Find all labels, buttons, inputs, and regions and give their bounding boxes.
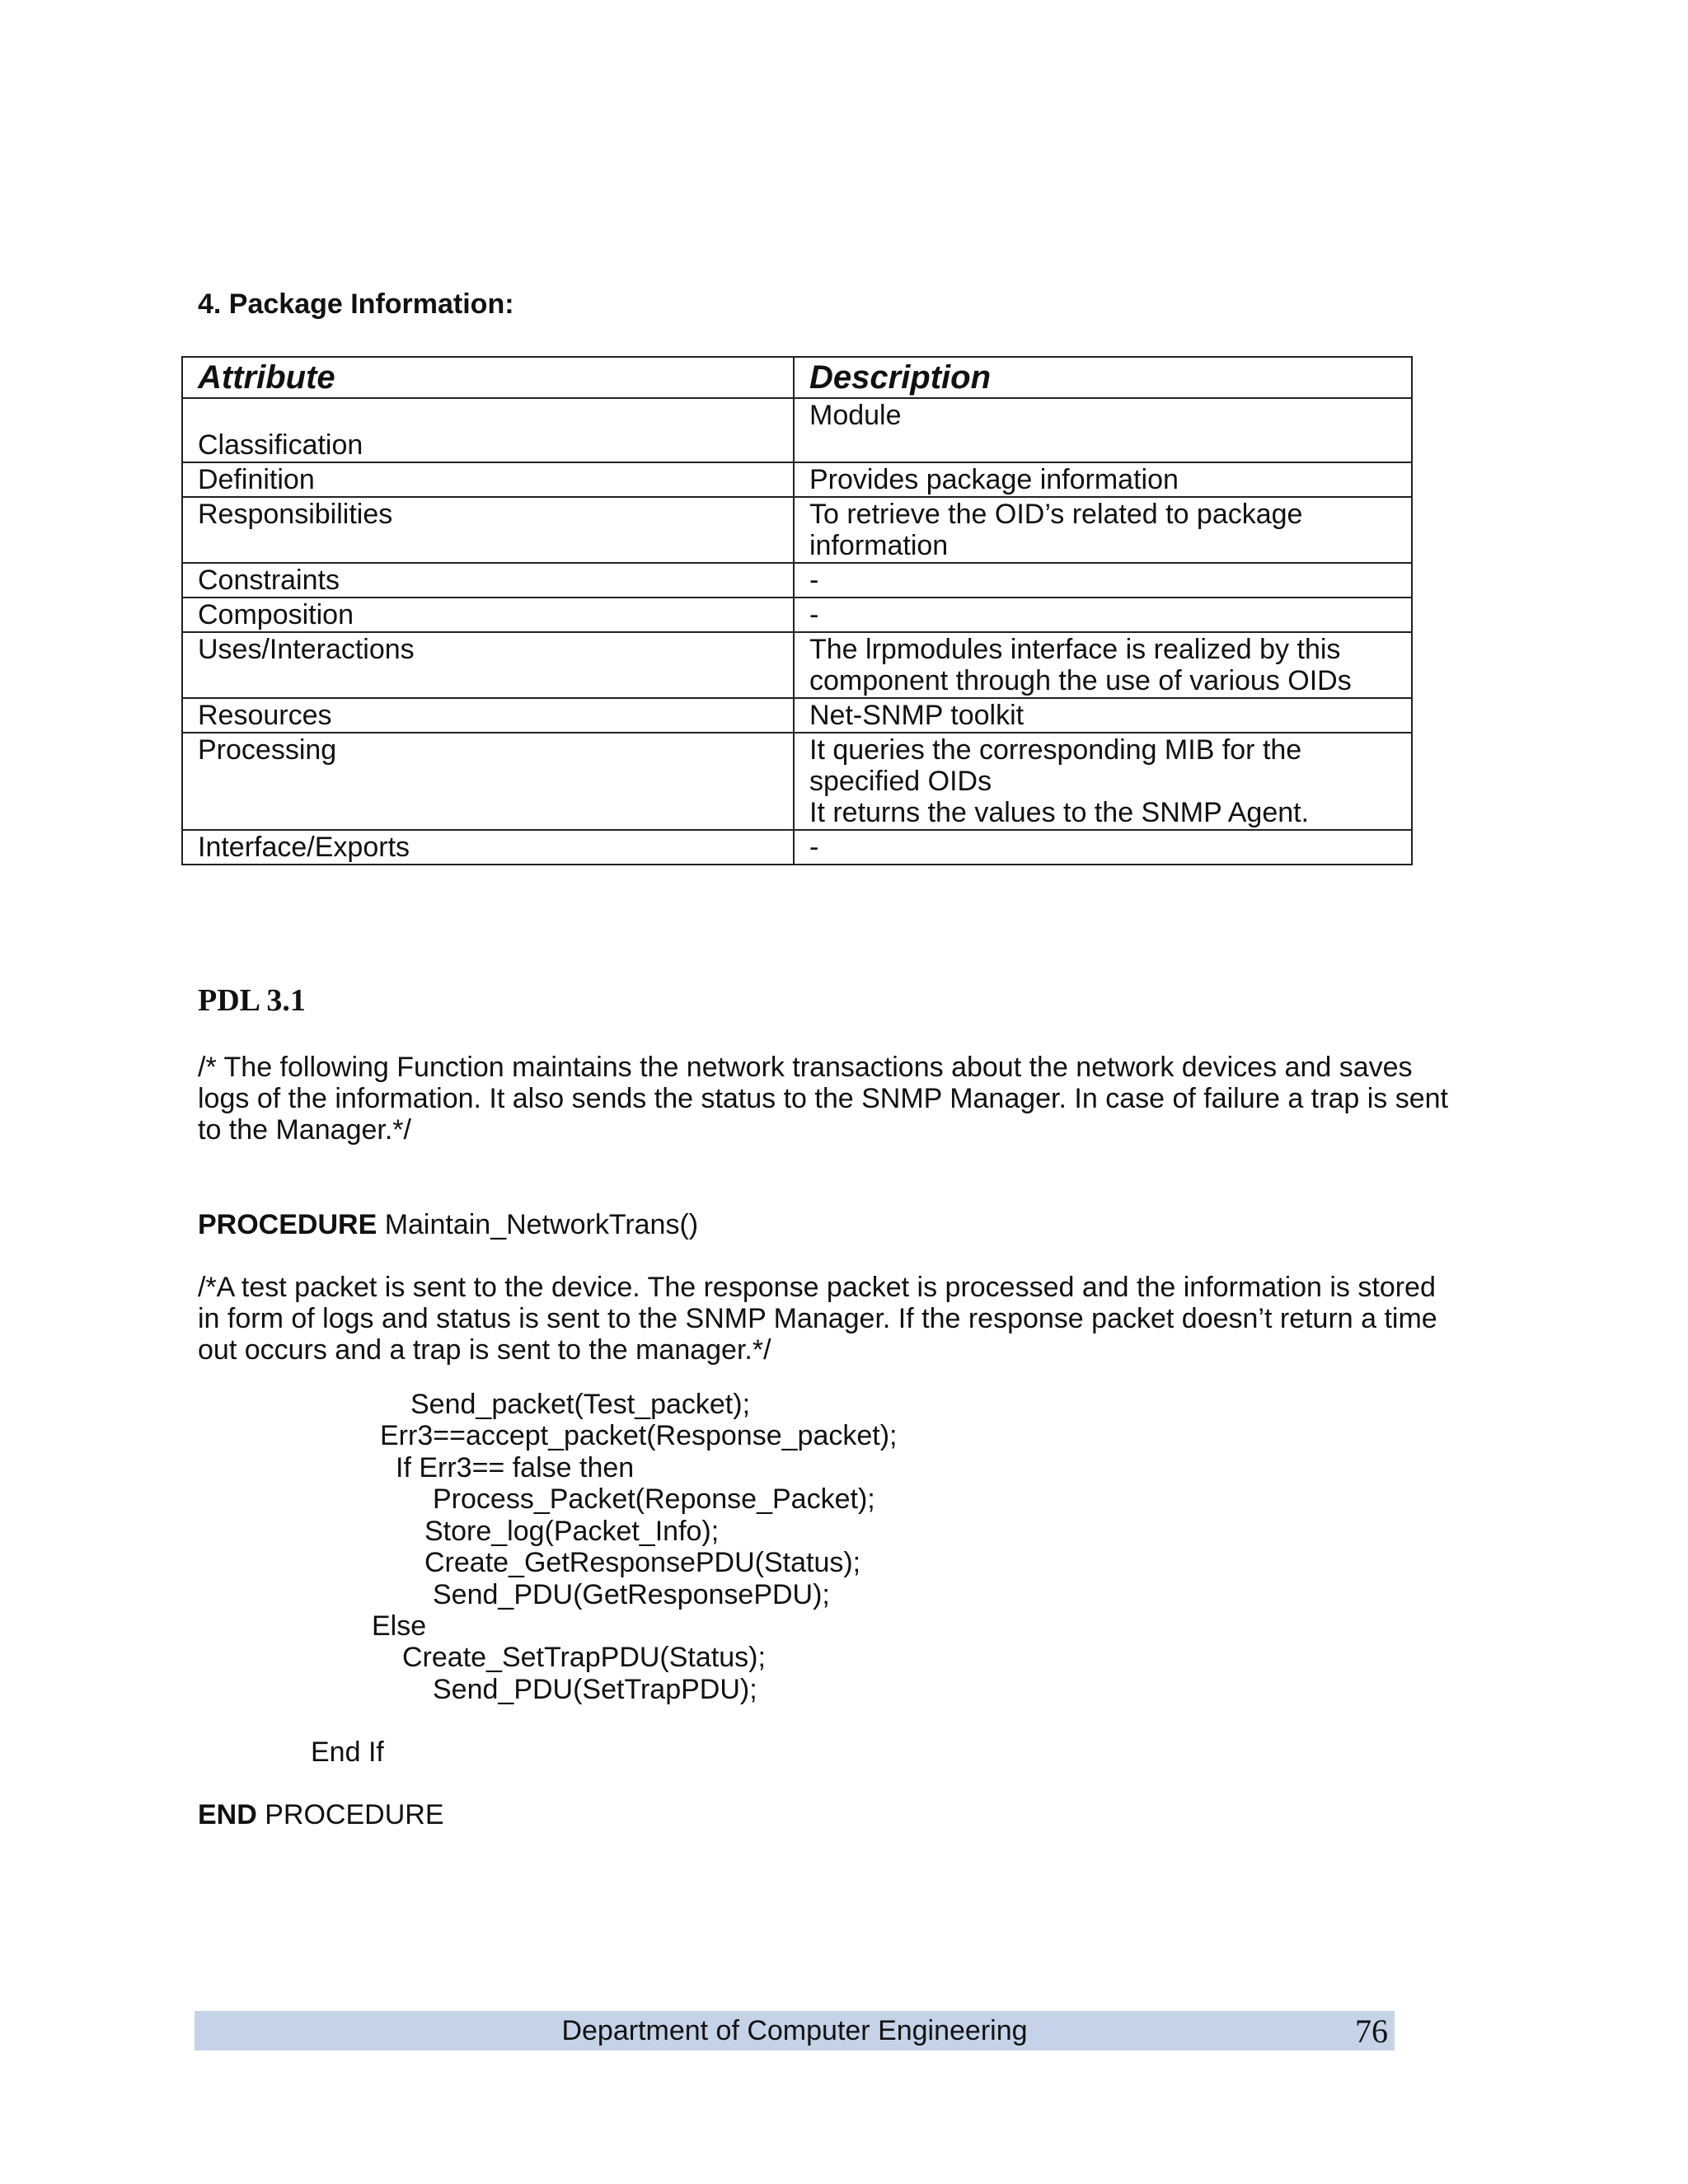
end-procedure-line [198, 1799, 444, 1830]
comment-line: /*A test packet is sent to the device. The response packet is processed and the information is stored [198, 1272, 1436, 1303]
description-cell [794, 398, 1412, 462]
package-info-table [181, 356, 1413, 865]
table-row [182, 632, 1412, 698]
attribute-cell: Uses/Interactions [182, 632, 794, 698]
function-comment [198, 1052, 1451, 1146]
description-cell [794, 462, 1412, 497]
attribute-cell: Definition [182, 462, 794, 497]
table-row [182, 830, 1412, 865]
attribute-cell: Composition [182, 598, 794, 632]
code-line: Err3==accept_packet(Response_packet); [380, 1420, 898, 1451]
description-cell [794, 830, 1412, 865]
description-cell [794, 598, 1412, 632]
table-row [182, 698, 1412, 733]
table-row [182, 398, 1412, 462]
attribute-cell: Constraints [182, 563, 794, 598]
table-row [182, 563, 1412, 598]
table-row [182, 497, 1412, 563]
description-line: The lrpmodules interface is realized by this [809, 634, 1341, 665]
comment-line: logs of the information. It also sends the status to the SNMP Manager. In case of failure a trap is sent [198, 1083, 1448, 1114]
description-line: Net-SNMP toolkit [809, 700, 1025, 731]
comment-line: out occurs and a trap is sent to the manager.*/ [198, 1334, 771, 1366]
footer-department: Department of Computer Engineering [561, 2015, 1028, 2046]
description-line: Provides package information [809, 464, 1179, 495]
procedure-declaration [198, 1209, 698, 1240]
code-line: Send_packet(Test_packet); [410, 1389, 751, 1420]
description-line: To retrieve the OID’s related to package [809, 499, 1303, 530]
description-cell [794, 698, 1412, 733]
page-number: 76 [1355, 2013, 1388, 2050]
code-line: Create_GetResponsePDU(Status); [424, 1547, 861, 1578]
description-line: - [809, 599, 819, 630]
section-heading: 4. Package Information: [198, 288, 514, 320]
code-line: Else [372, 1610, 427, 1642]
procedure-name: Maintain_NetworkTrans() [377, 1209, 699, 1240]
attribute-cell: Responsibilities [182, 497, 794, 563]
table-row [182, 462, 1412, 497]
description-cell [794, 632, 1412, 698]
code-line: Process_Packet(Reponse_Packet); [433, 1483, 875, 1515]
description-line: specified OIDs [809, 766, 992, 797]
description-cell [794, 497, 1412, 563]
description-line: It returns the values to the SNMP Agent. [809, 797, 1310, 828]
description-cell [794, 563, 1412, 598]
description-line: It queries the corresponding MIB for the [809, 734, 1302, 766]
comment-line: to the Manager.*/ [198, 1114, 411, 1146]
code-line: Send_PDU(GetResponsePDU); [433, 1579, 830, 1610]
comment-line: in form of logs and status is sent to the SNMP Manager. If the response packet doesn’t return a time [198, 1303, 1437, 1334]
table-header-row [182, 357, 1412, 398]
table-row [182, 733, 1412, 830]
attribute-header: Attribute [182, 357, 794, 398]
description-line: component through the use of various OIDs [809, 665, 1352, 696]
procedure-keyword: PROCEDURE [198, 1209, 377, 1240]
comment-line: /* The following Function maintains the network transactions about the network devices and saves [198, 1052, 1413, 1083]
end-if-line: End If [311, 1736, 384, 1768]
attribute-cell: Resources [182, 698, 794, 733]
attribute-cell: Classification [182, 398, 794, 462]
code-line: Send_PDU(SetTrapPDU); [433, 1674, 757, 1705]
code-line: Create_SetTrapPDU(Status); [402, 1642, 766, 1673]
code-line: If Err3== false then [396, 1452, 635, 1483]
description-header: Description [794, 357, 1412, 398]
attribute-cell: Processing [182, 733, 794, 830]
attribute-cell: Interface/Exports [182, 830, 794, 865]
description-cell [794, 733, 1412, 830]
end-procedure-text: PROCEDURE [256, 1799, 444, 1830]
code-line: Store_log(Packet_Info); [424, 1516, 720, 1547]
description-line: - [809, 832, 819, 863]
table-row [182, 598, 1412, 632]
pdl-title: PDL 3.1 [198, 983, 306, 1018]
end-keyword: END [198, 1799, 257, 1830]
description-line: Module [809, 400, 902, 431]
description-line: - [809, 565, 819, 596]
procedure-comment [198, 1272, 1451, 1366]
description-line: information [809, 530, 949, 561]
page-footer [195, 2011, 1395, 2050]
